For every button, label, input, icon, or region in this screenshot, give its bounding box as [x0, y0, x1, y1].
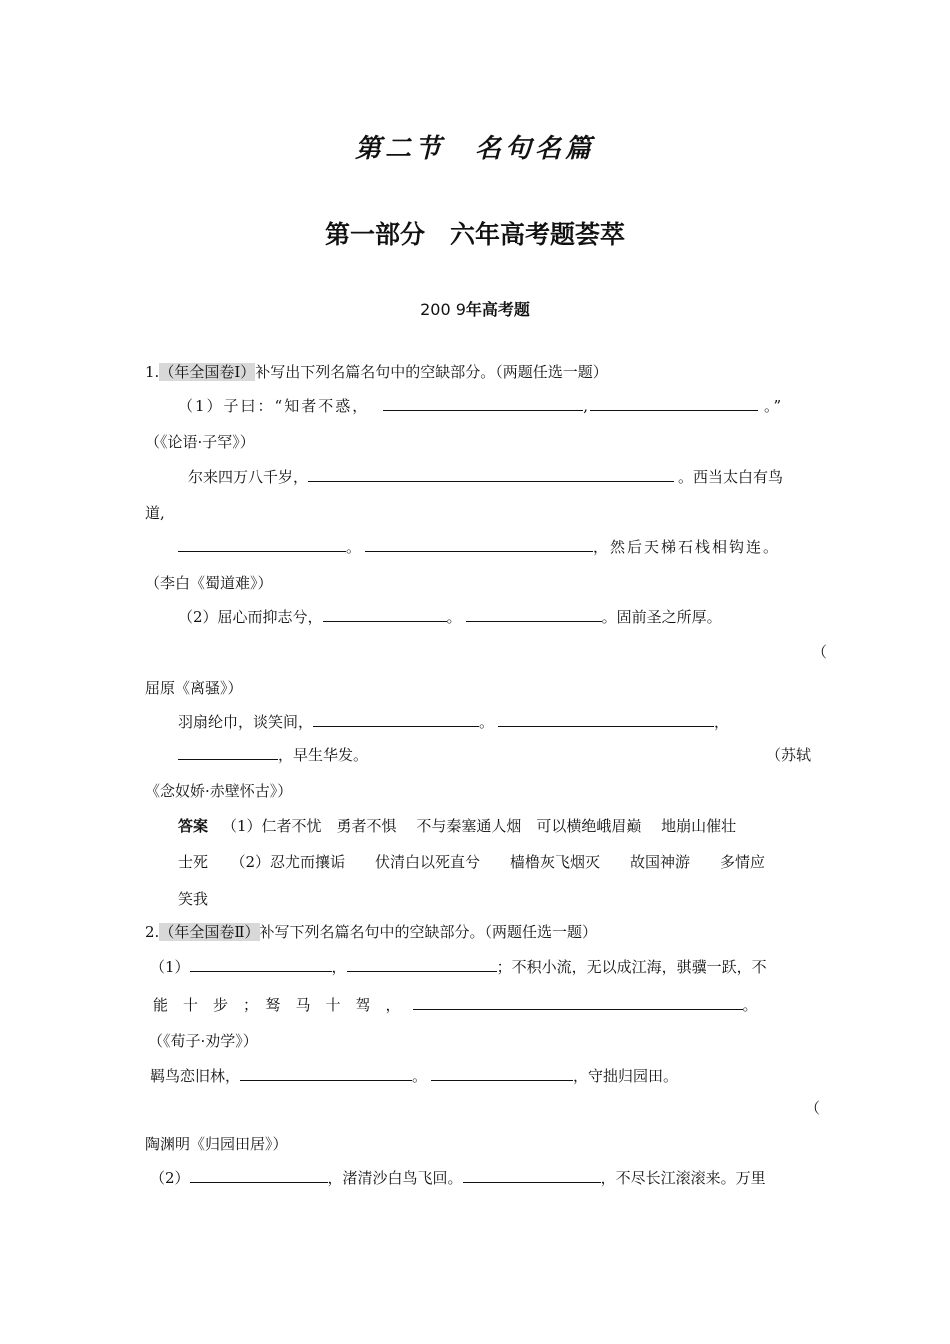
q2-line-1-end: ；不积小流，无以成江海，骐骥一跃，不: [496, 958, 767, 976]
q2-line-3-text: 羁鸟恋旧林，: [150, 1067, 241, 1085]
part-title: 第一部分 六年高考题荟萃: [324, 220, 625, 249]
q2-number: 2.: [145, 923, 160, 941]
answer-blank[interactable]: [498, 712, 714, 727]
section-title: 第二节 名句名篇: [354, 134, 595, 164]
q1-answer-text-1: （1）仁者不忧 勇者不惧 不与秦塞通人烟 可以横绝峨眉巅 地崩山催壮: [222, 817, 737, 835]
answer-blank[interactable]: [190, 957, 332, 972]
answer-blank[interactable]: [431, 1066, 573, 1081]
year-title: [0, 297, 950, 320]
answer-blank[interactable]: [178, 745, 278, 760]
answer-blank[interactable]: [365, 537, 593, 552]
q1-line-2: [188, 467, 783, 487]
q2-line-3-end: ，守拙归园田。: [573, 1067, 679, 1085]
q1-line-4-end: 。固前圣之所厚。: [601, 608, 722, 626]
q1-prompt: 补写出下列名篇名句中的空缺部分。（两题任选一题）: [255, 363, 608, 381]
q1-line-1-sep: ,: [583, 397, 590, 415]
q2-source-1: （《荀子·劝学》）: [148, 1032, 258, 1050]
q1-answer-line-3: 笑我: [178, 890, 209, 908]
q2-line-1: [150, 957, 767, 977]
q1-paren: （: [812, 643, 828, 661]
q2-line-3-mid: 。: [412, 1067, 428, 1085]
q1-line-4-mid: 。: [446, 608, 462, 626]
q2-line-2-text: 能 十 步 ； 驽 马 十 驾 ，: [153, 996, 401, 1014]
q2-line-4-text: （2）: [150, 1169, 190, 1187]
q1-line-3-mid: 。: [346, 538, 362, 556]
answer-blank[interactable]: [323, 607, 447, 622]
q1-line-1-text: （1）子曰：“知者不惑，: [178, 397, 370, 415]
q1-source-3: 屈原《离骚》）: [145, 679, 243, 697]
answer-blank[interactable]: [590, 396, 758, 411]
q1-line-4-text: （2）屈心而抑志兮，: [178, 608, 323, 626]
q2-line-3: [150, 1066, 678, 1086]
q2-line-2: [153, 995, 758, 1015]
q2-source-2: 陶渊明《归园田居》）: [145, 1135, 288, 1153]
q1-answer-line-2: 士死 （2）忍尤而攘诟 伏清白以死直兮 樯橹灰飞烟灭 故国神游 多情应: [178, 853, 766, 871]
answer-label: 答案: [178, 817, 209, 835]
q1-answer-line-1: [178, 816, 736, 836]
q1-line-5-end: ，: [714, 713, 730, 731]
q2-line-2-end: 。: [742, 996, 758, 1014]
q2-line-4-mid: ，渚清沙白鸟飞回。: [327, 1169, 463, 1187]
q1-line-2-text: 尔来四万八千岁，: [188, 468, 309, 486]
year-label: 年高考题: [465, 300, 530, 319]
q1-line-1-end: 。”: [764, 397, 784, 415]
q1-line-3: [178, 537, 780, 557]
q1-line-2b: 道,: [145, 504, 165, 522]
year-number: 200 9: [420, 300, 466, 319]
answer-blank[interactable]: [178, 537, 346, 552]
answer-blank[interactable]: [240, 1066, 412, 1081]
q1-source-2: （李白《蜀道难》）: [145, 574, 273, 592]
answer-blank[interactable]: [413, 995, 743, 1010]
q1-tag: （年全国卷Ⅰ）: [159, 363, 256, 381]
answer-blank[interactable]: [466, 607, 602, 622]
answer-blank[interactable]: [383, 396, 583, 411]
answer-blank[interactable]: [190, 1168, 328, 1183]
q1-header: [145, 362, 608, 382]
q1-line-5-text: 羽扇纶巾，谈笑间，: [178, 713, 314, 731]
q1-source-4: 《念奴娇·赤壁怀古》）: [145, 782, 293, 800]
q1-number: 1.: [145, 363, 160, 381]
q1-line-6-end: ，早生华发。: [278, 746, 369, 764]
q1-source-1: （《论语·子罕》）: [145, 433, 255, 451]
answer-blank[interactable]: [463, 1168, 601, 1183]
answer-blank[interactable]: [308, 467, 674, 482]
q2-line-4: [150, 1168, 766, 1188]
q2-line-1-text: （1）: [150, 958, 190, 976]
q1-line-5: [178, 712, 729, 732]
q2-header: [145, 922, 597, 942]
answer-blank[interactable]: [347, 957, 497, 972]
q1-line-4: [178, 607, 722, 627]
q2-tag: （年全国卷Ⅱ）: [159, 923, 260, 941]
q2-line-4-end: ，不尽长江滚滚来。万里: [600, 1169, 766, 1187]
q1-line-6-source: （苏轼: [766, 746, 812, 764]
q1-line-5-mid: 。: [479, 713, 495, 731]
q1-line-2-end: 。西当太白有鸟: [678, 468, 784, 486]
answer-blank[interactable]: [313, 712, 479, 727]
q1-line-6: [178, 745, 368, 765]
q1-line-1: [178, 396, 783, 416]
q1-line-3-end: ，然后天梯石栈相钩连。: [593, 538, 781, 556]
q2-paren: （: [805, 1099, 821, 1117]
q2-line-1-sep: ，: [331, 958, 347, 976]
q2-prompt: 补写下列名篇名句中的空缺部分。（两题任选一题）: [259, 923, 598, 941]
